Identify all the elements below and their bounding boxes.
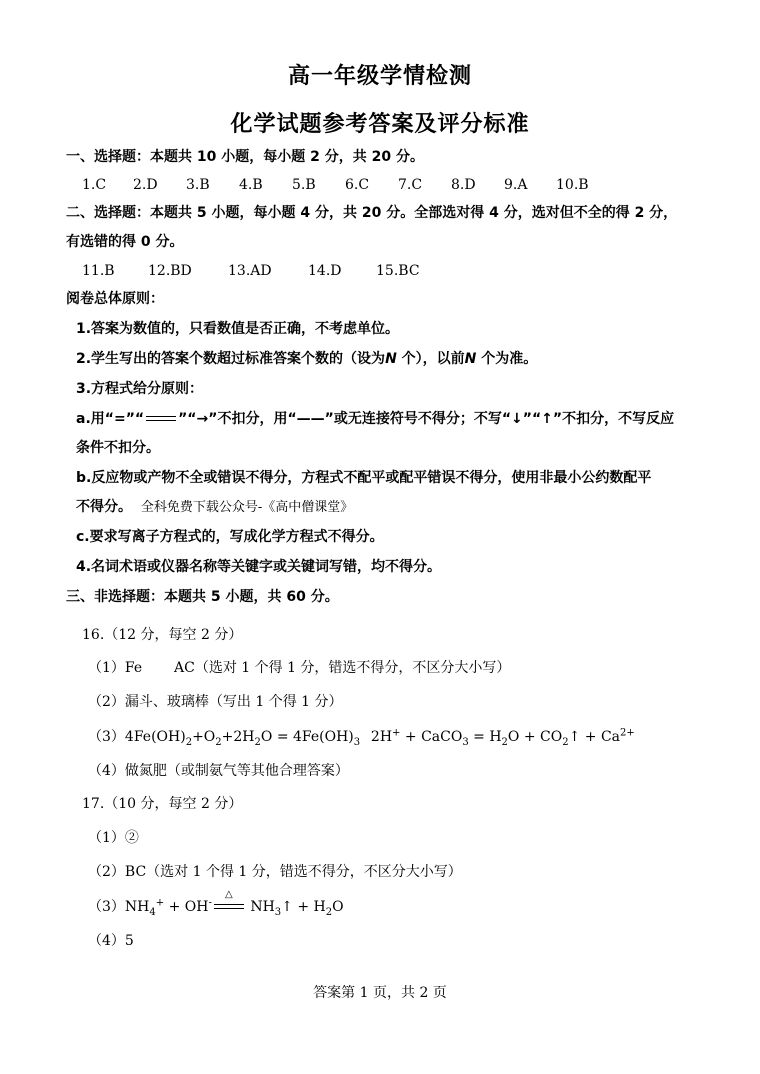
principle-3c: c.要求写离子方程式的，写成化学方程式不得分。: [76, 529, 384, 545]
principle-3a-cont: 条件不扣分。: [76, 440, 160, 456]
q17-answer-2: （2）BC（选对 1 个得 1 分，错选不得分，不区分大小写）: [88, 864, 462, 880]
answer-item: 11.B: [82, 263, 115, 279]
page-subtitle: 化学试题参考答案及评分标准: [230, 112, 530, 137]
section-2-heading-cont: 有选错的得 0 分。: [66, 234, 184, 250]
page-footer: 答案第 1 页，共 2 页: [313, 985, 447, 1001]
heat-condition-icon: △: [214, 900, 244, 914]
principles-heading: 阅卷总体原则：: [66, 291, 164, 307]
q17-heading: 17.（10 分，每空 2 分）: [82, 796, 243, 812]
answer-item: 12.BD: [148, 263, 192, 279]
answer-item: 4.B: [239, 177, 263, 193]
answer-item: 5.B: [292, 177, 316, 193]
answer-item: 7.C: [398, 177, 423, 193]
q16-answer-2: （2）漏斗、玻璃棒（写出 1 个得 1 分）: [88, 694, 343, 710]
section-2-heading: 二、选择题：本题共 5 小题，每小题 4 分，共 20 分。全部选对得 4 分，选对但不全的得 2 分，: [66, 205, 678, 221]
answer-item: 15.BC: [376, 263, 420, 279]
answer-item: 10.B: [556, 177, 589, 193]
equation-3: $NH_4^+ + OH^-$ △ $NH_3↑ + H_2O$: [124, 889, 344, 918]
reversible-equals-icon: [146, 412, 176, 426]
q16-answer-4: （4）做氮肥（或制氨气等其他合理答案）: [88, 763, 349, 779]
answer-item: 2.D: [133, 177, 158, 193]
principle-2: 2.学生写出的答案个数超过标准答案个数的（设为N 个），以前N 个为准。: [76, 351, 538, 367]
principle-3b: b.反应物或产物不全或错误不得分，方程式不配平或配平错误不得分，使用非最小公约数配平: [76, 470, 652, 486]
watermark-text: 全科免费下载公众号-《高中僧课堂》: [140, 500, 354, 515]
principle-3b-cont: 不得分。 全科免费下载公众号-《高中僧课堂》: [76, 499, 354, 515]
answer-item: 9.A: [504, 177, 528, 193]
answer-item: 3.B: [186, 177, 210, 193]
principle-3: 3.方程式给分原则：: [76, 381, 204, 397]
principle-1: 1.答案为数值的，只看数值是否正确，不考虑单位。: [76, 321, 400, 337]
section-1-answers: [82, 176, 596, 194]
answer-item: 8.D: [451, 177, 476, 193]
principle-3a: a.用“=”“ ”“→”不扣分，用“——”或无连接符号不得分；不写“↓”“↑”不扣分，不写反应: [76, 411, 675, 427]
q17-answer-4: （4）5: [88, 933, 134, 949]
equation-1: $4Fe(OH)_2+O_2+2H_2O = 4Fe(OH)_3$: [124, 729, 361, 748]
answer-item: 13.AD: [228, 263, 272, 279]
section-2-answers: [82, 262, 426, 280]
answer-item: 1.C: [82, 177, 107, 193]
q16-heading: 16.（12 分，每空 2 分）: [82, 627, 243, 643]
q16-answer-3: $(3)4Fe(OH)_2+O_2+2H_2O = 4Fe(OH)_3$ 2H+ + CaCO$_3$ = $H_2O$ + $CO_2↑ + Ca^{2+}$: [88, 727, 635, 748]
section-1-heading: 一、选择题：本题共 10 小题，每小题 2 分，共 20 分。: [66, 149, 424, 165]
q17-answer-3: $(3)NH_4^+ + OH^-$ △ $NH_3↑ + H_2O$: [88, 889, 344, 918]
answer-item: 6.C: [345, 177, 370, 193]
answer-item: 14.D: [308, 263, 342, 279]
page-title: 高一年级学情检测: [287, 64, 472, 89]
equation-2: 2H+ + CaCO$_3$ = $H_2O$ + $CO_2↑ + Ca^{2+}$: [370, 727, 635, 748]
principle-4: 4.名词术语或仪器名称等关键字或关键词写错，均不得分。: [76, 559, 442, 575]
q16-answer-1: （1）Fe AC（选对 1 个得 1 分，错选不得分，不区分大小写）: [88, 660, 511, 676]
q17-answer-1: （1）②: [88, 830, 139, 846]
section-3-heading: 三、非选择题：本题共 5 小题，共 60 分。: [66, 589, 339, 605]
